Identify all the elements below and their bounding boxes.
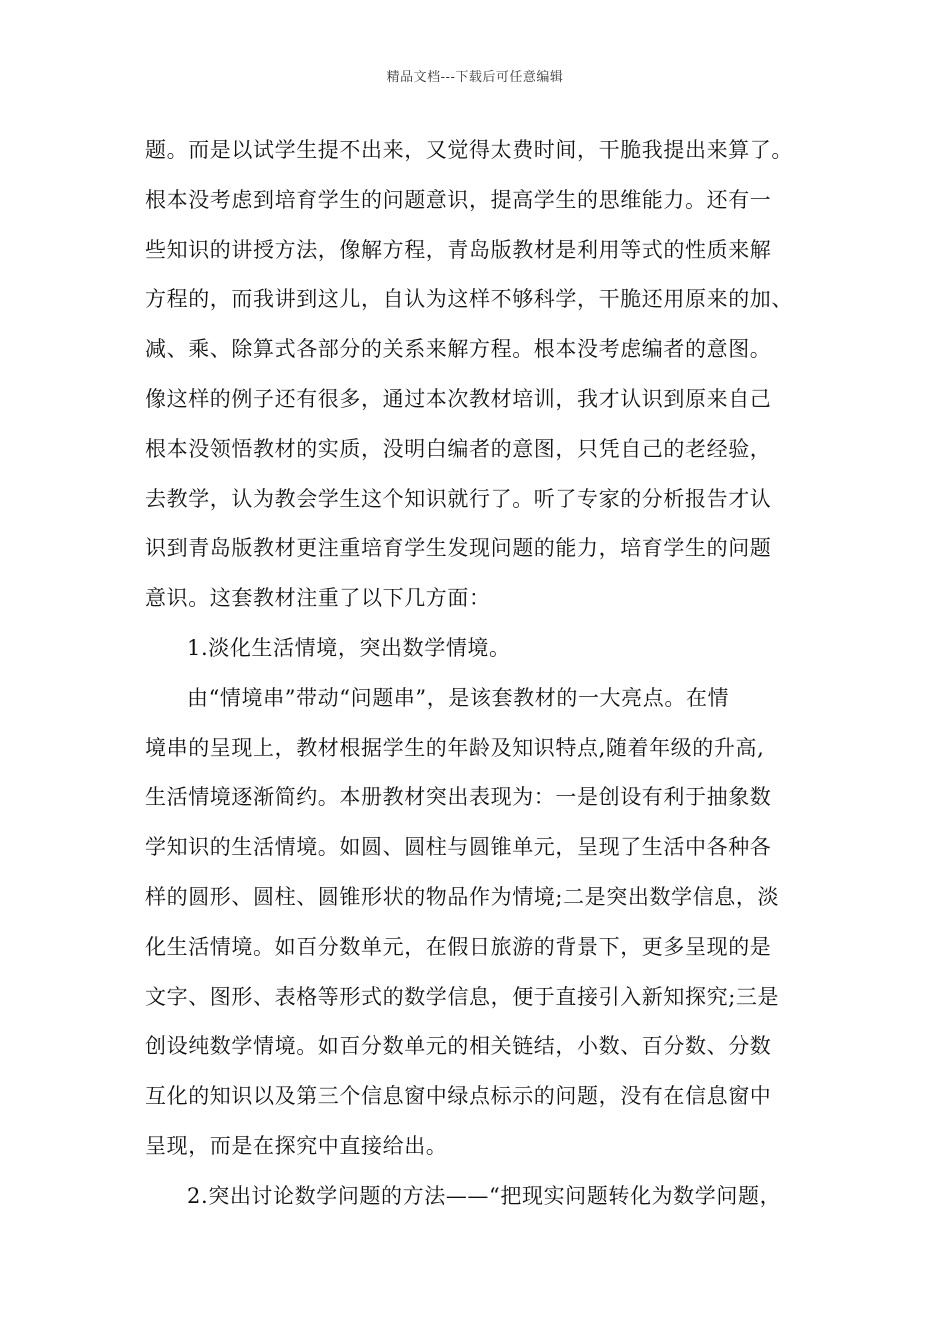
text-line-18: 文字、图形、表格等形式的数学信息，便于直接引入新知探究;三是 (145, 984, 780, 1009)
text-line-21: 呈现，而是在探究中直接给出。 (145, 1133, 448, 1158)
text-line-14: 生活情境逐渐简约。本册教材突出表现为：一是创设有利于抽象数 (145, 785, 772, 810)
text-line-20: 互化的知识以及第三个信息窗中绿点标示的问题，没有在信息窗中 (145, 1084, 772, 1109)
text-line-13: 境串的呈现上，教材根据学生的年龄及知识特点,随着年级的升高, (145, 735, 765, 760)
text-line-6: 像这样的例子还有很多，通过本次教材培训，我才认识到原来自己 (145, 386, 772, 411)
text-line-12: 由“情境串”带动“问题串”，是该套教材的一大亮点。在情 (187, 685, 730, 710)
text-line-1: 题。而是以试学生提不出来，又觉得太费时间，干脆我提出来算了。 (145, 138, 793, 162)
text-line-15: 学知识的生活情境。如圆、圆柱与圆锥单元，呈现了生活中各种各 (145, 835, 772, 860)
section-heading-1: 1.淡化生活情境，突出数学情境。 (187, 635, 511, 660)
page-header: 精品文档---下载后可任意编辑 (386, 70, 564, 85)
text-line-17: 化生活情境。如百分数单元，在假日旅游的背景下，更多呈现的是 (145, 934, 772, 959)
section-heading-2: 2.突出讨论数学问题的方法——“把现实问题转化为数学问题， (187, 1183, 782, 1208)
text-line-7: 根本没领悟教材的实质，没明白编者的意图，只凭自己的老经验， (145, 436, 772, 461)
text-line-16: 样的圆形、圆柱、圆锥形状的物品作为情境;二是突出数学信息，淡 (145, 884, 780, 909)
text-line-19: 创设纯数学情境。如百分数单元的相关链结，小数、百分数、分数 (145, 1034, 772, 1059)
text-line-4: 方程的，而我讲到这儿，自认为这样不够科学，干脆还用原来的加、 (145, 287, 793, 312)
text-line-9: 识到青岛版教材更注重培育学生发现问题的能力，培育学生的问题 (145, 536, 772, 561)
text-line-10: 意识。这套教材注重了以下几方面： (145, 586, 491, 611)
document-body (145, 126, 825, 1222)
text-line-2: 根本没考虑到培育学生的问题意识，提高学生的思维能力。还有一 (145, 187, 772, 212)
text-line-3: 些知识的讲授方法，像解方程，青岛版教材是利用等式的性质来解 (145, 237, 772, 262)
text-line-5: 减、乘、除算式各部分的关系来解方程。根本没考虑编者的意图。 (145, 337, 772, 362)
text-line-8: 去教学，认为教会学生这个知识就行了。听了专家的分析报告才认 (145, 486, 772, 511)
